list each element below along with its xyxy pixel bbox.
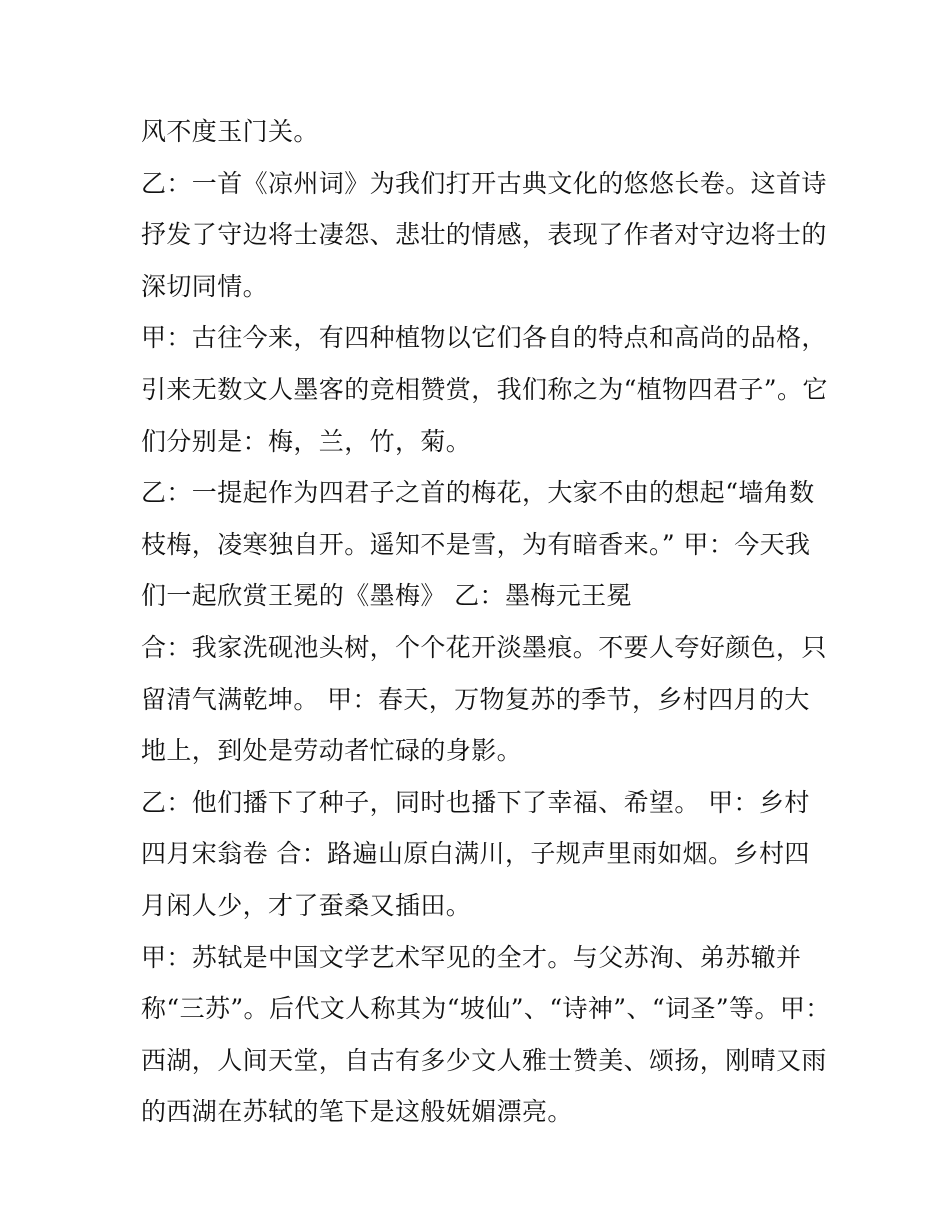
text-line: 们一起欣赏王冕的《墨梅》 乙：墨梅元王冕 [141,581,632,611]
text-line: 称“三苏”。后代文人称其为“坡仙”、“诗神”、“词圣”等。甲： [141,994,831,1024]
text-line: 合：我家洗砚池头树，个个花开淡墨痕。不要人夸好颜色，只 [141,632,827,662]
text-line: 枝梅，凌寒独自开。遥知不是雪，为有暗香来。” 甲：今天我 [141,529,811,559]
text-line: 乙：他们播下了种子，同时也播下了幸福、希望。 甲：乡村 [141,787,810,817]
text-line: 的西湖在苏轼的笔下是这般妩媚漂亮。 [141,1097,573,1127]
text-line: 四月宋翁卷 合：路遍山原白满川，子规声里雨如烟。乡村四 [141,839,810,869]
text-line: 月闲人少，才了蚕桑又插田。 [141,890,472,920]
text-line: 抒发了守边将士凄怨、悲壮的情感，表现了作者对守边将士的 [141,220,827,250]
document-body [141,106,831,1138]
text-line: 西湖，人间天堂，自古有多少文人雅士赞美、颂扬，刚晴又雨 [141,1045,827,1075]
text-line: 风不度玉门关。 [141,117,319,146]
text-line: 们分别是：梅，兰，竹，菊。 [141,426,472,456]
text-line: 地上，到处是劳动者忙碌的身影。 [141,736,523,766]
text-line: 甲：古往今来，有四种植物以它们各自的特点和高尚的品格， [141,323,827,353]
text-line: 乙：一首《凉州词》为我们打开古典文化的悠悠长卷。这首诗 [141,168,827,198]
text-line: 乙：一提起作为四君子之首的梅花，大家不由的想起“墙角数 [141,478,815,508]
text-line: 引来无数文人墨客的竞相赞赏，我们称之为“植物四君子”。它 [141,374,828,404]
text-line: 甲：苏轼是中国文学艺术罕见的全才。与父苏洵、弟苏辙并 [141,942,802,972]
text-line: 留清气满乾坤。 甲：春天，万物复苏的季节，乡村四月的大 [141,684,810,714]
text-line: 深切同情。 [141,271,269,301]
